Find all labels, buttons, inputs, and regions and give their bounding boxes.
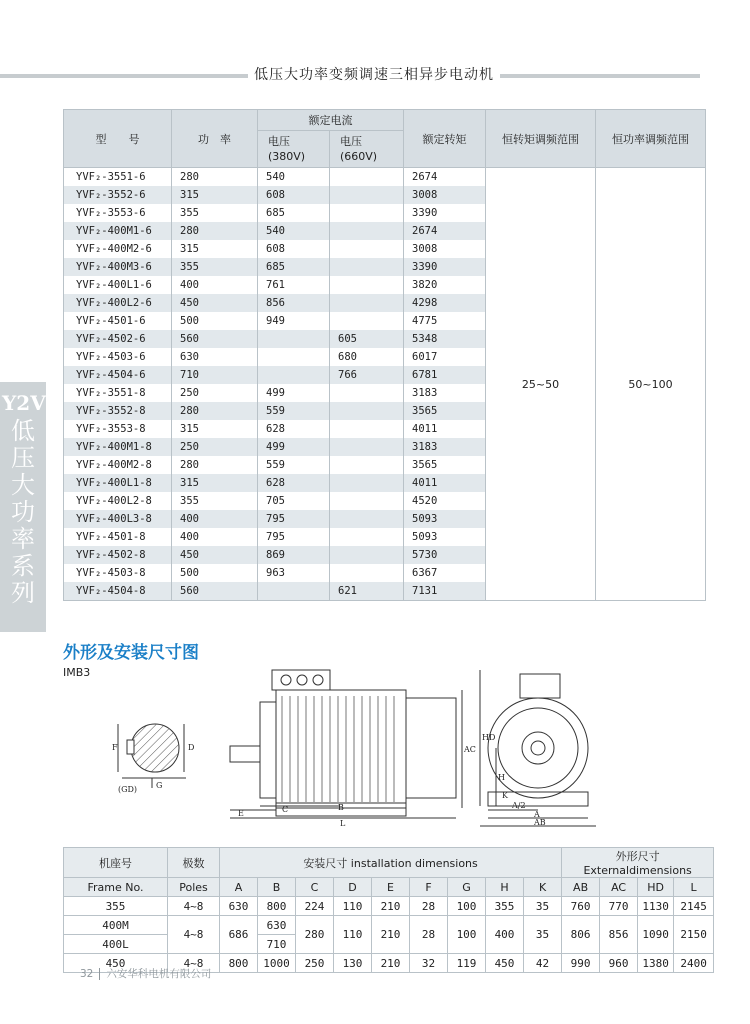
cell-power: 710 (172, 366, 258, 384)
cell-dim-value: 630 (258, 916, 296, 935)
cell-current-660v (330, 564, 404, 582)
dim-label-b: B (338, 803, 344, 812)
section-title: 外形及安装尺寸图 (63, 643, 199, 663)
cell-dim-value: 990 (562, 954, 600, 973)
cell-dim-value: 960 (600, 954, 638, 973)
cell-model: YVF₂-4504-6 (64, 366, 172, 384)
cell-model: YVF₂-3553-6 (64, 204, 172, 222)
cell-dim-value: 2150 (674, 916, 714, 954)
series-char: 系 (11, 552, 35, 580)
cell-model: YVF₂-4504-8 (64, 582, 172, 601)
cell-model: YVF₂-4502-6 (64, 330, 172, 348)
cell-dim-value: 2145 (674, 897, 714, 916)
col-const-torque: 恒转矩调频范围 (486, 110, 596, 168)
cell-frame: 400M (64, 916, 168, 935)
cell-dim-value: 770 (600, 897, 638, 916)
dim-label-ab: AB (534, 818, 546, 827)
cell-torque: 3183 (404, 438, 486, 456)
col-380v-label: 电压 (268, 135, 290, 148)
dim-label-hd: HD (482, 733, 496, 742)
col-dim-e: E (372, 878, 410, 897)
col-660v-unit: (660V) (340, 150, 378, 163)
table-row (64, 916, 714, 935)
dim-label-g: G (156, 781, 163, 790)
cell-current-660v (330, 384, 404, 402)
col-660v-label: 电压 (340, 135, 362, 148)
cell-dim-value: 1380 (638, 954, 674, 973)
cell-current-660v (330, 258, 404, 276)
page-footer (80, 966, 211, 981)
cell-current-660v (330, 276, 404, 294)
cell-model: YVF₂-400L2-6 (64, 294, 172, 312)
cell-power: 250 (172, 384, 258, 402)
col-dim-ac: AC (600, 878, 638, 897)
cell-model: YVF₂-400M1-6 (64, 222, 172, 240)
col-dim-l: L (674, 878, 714, 897)
cell-current-380v: 869 (258, 546, 330, 564)
cell-dim-value: 110 (334, 916, 372, 954)
dim-label-e: E (238, 809, 244, 818)
cell-current-660v (330, 510, 404, 528)
cell-dim-value: 32 (410, 954, 448, 973)
cell-current-660v (330, 492, 404, 510)
cell-dim-value: 760 (562, 897, 600, 916)
cell-torque: 5093 (404, 528, 486, 546)
cell-dim-value: 100 (448, 916, 486, 954)
cell-dim-value: 210 (372, 897, 410, 916)
cell-current-380v: 628 (258, 420, 330, 438)
cell-model: YVF₂-400L1-8 (64, 474, 172, 492)
col-380v-unit: (380V) (268, 150, 306, 163)
cell-dim-value: 130 (334, 954, 372, 973)
cell-dim-value: 28 (410, 916, 448, 954)
cell-power: 500 (172, 564, 258, 582)
cell-current-380v: 608 (258, 240, 330, 258)
col-380v (258, 131, 330, 168)
col-rated-current: 额定电流 (258, 110, 404, 131)
col-dim-a: A (220, 878, 258, 897)
shaft-end (230, 746, 260, 762)
shaft-key (127, 740, 134, 754)
col-poles-cn: 极数 (168, 848, 220, 878)
cell-current-380v: 499 (258, 384, 330, 402)
col-poles-en: Poles (168, 878, 220, 897)
cell-current-660v (330, 204, 404, 222)
cell-power: 400 (172, 276, 258, 294)
cell-current-660v (330, 528, 404, 546)
dimension-table (63, 847, 714, 973)
cell-dim-value: 250 (296, 954, 334, 973)
cell-current-660v (330, 420, 404, 438)
cell-frame: 355 (64, 897, 168, 916)
cell-dim-value: 1090 (638, 916, 674, 954)
cell-power: 400 (172, 510, 258, 528)
dim-label-a2: A/2 (512, 801, 526, 810)
cell-current-380v: 628 (258, 474, 330, 492)
dim-label-h: H (498, 773, 505, 782)
cell-current-380v: 685 (258, 204, 330, 222)
cell-current-660v (330, 402, 404, 420)
cell-model: YVF₂-3552-8 (64, 402, 172, 420)
cell-current-380v (258, 348, 330, 366)
cell-model: YVF₂-3551-6 (64, 168, 172, 187)
cell-power: 500 (172, 312, 258, 330)
cell-torque: 3390 (404, 204, 486, 222)
cell-model: YVF₂-400L2-8 (64, 492, 172, 510)
cell-dim-value: 686 (220, 916, 258, 954)
cell-torque: 3008 (404, 186, 486, 204)
cell-current-380v: 559 (258, 402, 330, 420)
dim-label-a: A (534, 810, 540, 819)
cell-torque: 2674 (404, 168, 486, 187)
cell-dim-value: 450 (486, 954, 524, 973)
col-dim-d: D (334, 878, 372, 897)
cell-current-660v: 680 (330, 348, 404, 366)
col-external-title: 外形尺寸 Externaldimensions (562, 848, 714, 878)
col-dim-f: F (410, 878, 448, 897)
cell-current-380v: 949 (258, 312, 330, 330)
cell-torque: 3390 (404, 258, 486, 276)
cell-poles: 4~8 (168, 916, 220, 954)
cell-dim-value: 1130 (638, 897, 674, 916)
cell-const-power-range: 50~100 (596, 168, 706, 601)
cell-poles: 4~8 (168, 897, 220, 916)
cell-torque: 5093 (404, 510, 486, 528)
cell-power: 280 (172, 222, 258, 240)
cell-current-380v: 795 (258, 510, 330, 528)
cell-current-380v: 705 (258, 492, 330, 510)
cell-dim-value: 280 (296, 916, 334, 954)
motor-outline-drawing (110, 660, 610, 830)
cell-frame: 450 (64, 954, 168, 973)
cell-current-660v: 766 (330, 366, 404, 384)
cell-power: 560 (172, 582, 258, 601)
cell-dim-value: 119 (448, 954, 486, 973)
cell-dim-value: 2400 (674, 954, 714, 973)
cell-model: YVF₂-400M3-6 (64, 258, 172, 276)
cell-torque: 4011 (404, 420, 486, 438)
cell-current-380v: 499 (258, 438, 330, 456)
cell-dim-value: 28 (410, 897, 448, 916)
cell-torque: 4011 (404, 474, 486, 492)
cell-current-660v (330, 294, 404, 312)
cell-power: 315 (172, 474, 258, 492)
cell-dim-value: 1000 (258, 954, 296, 973)
cell-current-380v: 795 (258, 528, 330, 546)
cell-current-660v (330, 546, 404, 564)
dim-label-c: C (282, 805, 289, 814)
cell-model: YVF₂-400L3-8 (64, 510, 172, 528)
cell-dim-value: 630 (220, 897, 258, 916)
col-frame-cn: 机座号 (64, 848, 168, 878)
end-shield (260, 702, 276, 798)
cell-model: YVF₂-400L1-6 (64, 276, 172, 294)
col-dim-c: C (296, 878, 334, 897)
table-row (64, 897, 714, 916)
col-dim-ab: AB (562, 878, 600, 897)
fan-cover (406, 698, 456, 798)
page-title: 低压大功率变频调速三相异步电动机 (248, 64, 500, 84)
cell-torque: 3565 (404, 402, 486, 420)
cell-dim-value: 210 (372, 954, 410, 973)
cell-const-torque-range: 25~50 (486, 168, 596, 601)
series-side-label (2, 391, 61, 607)
cell-current-380v: 540 (258, 222, 330, 240)
cell-dim-value: 710 (258, 935, 296, 954)
cell-dim-value: 800 (258, 897, 296, 916)
series-char: 功 (11, 498, 35, 526)
cell-current-660v (330, 312, 404, 330)
footer-divider (99, 968, 100, 980)
cell-torque: 7131 (404, 582, 486, 601)
col-660v (330, 131, 404, 168)
cell-power: 355 (172, 204, 258, 222)
cell-current-380v (258, 366, 330, 384)
cell-model: YVF₂-3552-6 (64, 186, 172, 204)
cell-current-380v: 963 (258, 564, 330, 582)
cell-power: 280 (172, 402, 258, 420)
cell-torque: 3183 (404, 384, 486, 402)
col-frame-en: Frame No. (64, 878, 168, 897)
cell-current-660v (330, 456, 404, 474)
cell-dim-value: 110 (334, 897, 372, 916)
front-outline (488, 698, 588, 798)
col-dim-hd: HD (638, 878, 674, 897)
cell-torque: 5730 (404, 546, 486, 564)
cell-current-660v (330, 222, 404, 240)
cell-poles: 4~8 (168, 954, 220, 973)
table-row (64, 168, 706, 187)
cell-current-660v (330, 186, 404, 204)
dim-label-d: D (188, 743, 195, 752)
col-power: 功 率 (172, 110, 258, 168)
cell-torque: 4520 (404, 492, 486, 510)
series-char: 列 (11, 579, 35, 607)
cell-model: YVF₂-4501-8 (64, 528, 172, 546)
cell-power: 630 (172, 348, 258, 366)
series-code: Y2VP (2, 391, 61, 415)
cell-model: YVF₂-400M1-8 (64, 438, 172, 456)
cell-model: YVF₂-400M2-8 (64, 456, 172, 474)
cell-power: 280 (172, 456, 258, 474)
cell-model: YVF₂-400M2-6 (64, 240, 172, 258)
col-dim-b: B (258, 878, 296, 897)
cell-current-380v: 540 (258, 168, 330, 187)
shaft-hatch (131, 724, 179, 772)
cell-current-380v (258, 330, 330, 348)
page-number: 32 (80, 968, 94, 980)
cell-frame: 400L (64, 935, 168, 954)
cell-torque: 4298 (404, 294, 486, 312)
cell-dim-value: 210 (372, 916, 410, 954)
cell-current-380v: 685 (258, 258, 330, 276)
col-model: 型 号 (64, 110, 172, 168)
dim-label-l: L (340, 819, 346, 828)
front-terminal-box (520, 674, 560, 698)
cell-power: 315 (172, 240, 258, 258)
cell-torque: 4775 (404, 312, 486, 330)
series-char: 压 (11, 444, 35, 472)
cell-current-380v: 608 (258, 186, 330, 204)
dim-label-gd: (GD) (118, 785, 138, 794)
cell-torque: 2674 (404, 222, 486, 240)
cell-model: YVF₂-3551-8 (64, 384, 172, 402)
cell-model: YVF₂-4502-8 (64, 546, 172, 564)
dim-label-f: F (112, 743, 118, 752)
cell-power: 355 (172, 258, 258, 276)
cell-dim-value: 100 (448, 897, 486, 916)
col-dim-g: G (448, 878, 486, 897)
cell-current-380v: 856 (258, 294, 330, 312)
cell-current-660v: 605 (330, 330, 404, 348)
company-name: 六安华科电机有限公司 (106, 968, 212, 980)
col-const-power: 恒功率调频范围 (596, 110, 706, 168)
cell-model: YVF₂-3553-8 (64, 420, 172, 438)
dim-label-k: K (502, 791, 508, 800)
cell-torque: 5348 (404, 330, 486, 348)
col-install-title: 安装尺寸 installation dimensions (220, 848, 562, 878)
cell-dim-value: 856 (600, 916, 638, 954)
cell-current-380v (258, 582, 330, 601)
cell-current-380v: 761 (258, 276, 330, 294)
cell-model: YVF₂-4503-8 (64, 564, 172, 582)
cell-torque: 3565 (404, 456, 486, 474)
cell-current-660v: 621 (330, 582, 404, 601)
cell-torque: 3820 (404, 276, 486, 294)
cell-model: YVF₂-4501-6 (64, 312, 172, 330)
cell-current-660v (330, 438, 404, 456)
series-char: 大 (11, 471, 35, 499)
motor-spec-table (63, 109, 706, 601)
cell-power: 450 (172, 294, 258, 312)
cell-dim-value: 400 (486, 916, 524, 954)
cell-power: 560 (172, 330, 258, 348)
cell-dim-value: 355 (486, 897, 524, 916)
cell-power: 315 (172, 186, 258, 204)
dim-label-ac: AC (464, 745, 476, 754)
cell-torque: 6367 (404, 564, 486, 582)
series-char: 低 (11, 417, 35, 445)
cell-power: 450 (172, 546, 258, 564)
series-char: 率 (11, 525, 35, 553)
cell-torque: 6017 (404, 348, 486, 366)
cell-current-660v (330, 168, 404, 187)
cell-power: 280 (172, 168, 258, 187)
col-dim-k: K (524, 878, 562, 897)
cell-model: YVF₂-4503-6 (64, 348, 172, 366)
cell-dim-value: 42 (524, 954, 562, 973)
cell-dim-value: 806 (562, 916, 600, 954)
cell-torque: 3008 (404, 240, 486, 258)
cell-dim-value: 224 (296, 897, 334, 916)
cell-power: 315 (172, 420, 258, 438)
cell-current-660v (330, 474, 404, 492)
col-dim-h: H (486, 878, 524, 897)
cell-power: 250 (172, 438, 258, 456)
cell-dim-value: 35 (524, 897, 562, 916)
cell-dim-value: 800 (220, 954, 258, 973)
cell-power: 355 (172, 492, 258, 510)
cell-current-380v: 559 (258, 456, 330, 474)
cell-torque: 6781 (404, 366, 486, 384)
col-torque: 额定转矩 (404, 110, 486, 168)
cell-current-660v (330, 240, 404, 258)
cell-dim-value: 35 (524, 916, 562, 954)
cell-power: 400 (172, 528, 258, 546)
section-subtitle: IMB3 (63, 666, 91, 679)
